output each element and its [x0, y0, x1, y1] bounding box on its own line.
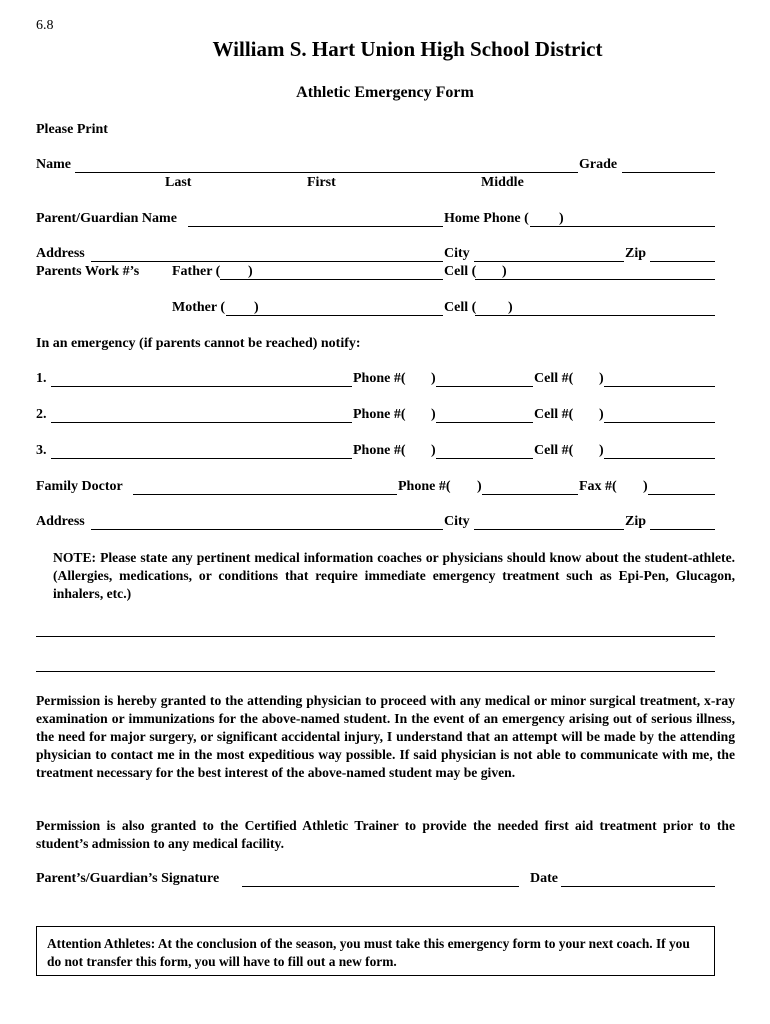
doctor-name-field[interactable]: [133, 494, 397, 495]
please-print: Please Print: [36, 122, 108, 137]
date-label: Date: [530, 871, 558, 886]
home-phone-field[interactable]: [530, 226, 715, 227]
permission-paragraph-1: Permission is hereby granted to the attending physician to proceed with any medical or minor surgical treatment, x-ray examination or immunizations for the above-named student. In the event of an emergency arising out of serious illness, the need for major surgery, or significant accidental injury, I understand that an attempt will be made by the attending physician to contact me in the most expeditious way possible. If said physician is not able to communicate with me, the treatment necessary for the best interest of the above-named student may be given.: [36, 693, 735, 780]
contact-1-phone-field[interactable]: [436, 386, 533, 387]
contact-2-name-field[interactable]: [51, 422, 352, 423]
doctor-city-label: City: [444, 514, 470, 529]
mother-close: ): [254, 300, 259, 315]
contact-1-number: 1.: [36, 371, 47, 386]
home-phone-close: ): [559, 211, 564, 226]
signature-label: Parent’s/Guardian’s Signature: [36, 871, 220, 886]
father-phone-field[interactable]: [220, 279, 443, 280]
contact-3-phone-close: ): [431, 443, 436, 458]
parents-work-label: Parents Work #’s: [36, 264, 140, 279]
mother-cell-close: ): [508, 300, 513, 315]
contact-1-cell-field[interactable]: [604, 386, 715, 387]
contact-3-cell-close: ): [599, 443, 604, 458]
contact-3-phone-label: Phone #(: [353, 443, 406, 458]
doctor-address-field[interactable]: [91, 529, 443, 530]
mother-cell-label: Cell (: [444, 300, 477, 315]
emergency-heading: In an emergency (if parents cannot be reached) notify:: [36, 336, 361, 351]
zip-label: Zip: [625, 246, 647, 261]
date-field[interactable]: [561, 886, 715, 887]
guardian-name-field[interactable]: [188, 226, 443, 227]
medical-info-line-1[interactable]: [36, 636, 715, 637]
grade-label: Grade: [579, 157, 618, 172]
contact-1-cell-close: ): [599, 371, 604, 386]
contact-2-cell-field[interactable]: [604, 422, 715, 423]
contact-1-name-field[interactable]: [51, 386, 352, 387]
doctor-phone-field[interactable]: [482, 494, 578, 495]
medical-note: NOTE: Please state any pertinent medical information coaches or physicians should know about the student-athlete. (Allergies, medications, or conditions that require immediate emergency treatment such as Epi-Pen, Glucagon, inhalers, etc.): [53, 550, 735, 601]
contact-2-phone-field[interactable]: [436, 422, 533, 423]
name-field[interactable]: [75, 172, 578, 173]
city-label: City: [444, 246, 470, 261]
home-phone-label: Home Phone (: [444, 211, 529, 226]
last-label: Last: [165, 175, 192, 190]
attention-text: Attention Athletes: At the conclusion of the season, you must take this emergency form to your next coach. If you do not transfer this form, you will have to fill out a new form.: [47, 936, 690, 969]
first-label: First: [307, 175, 336, 190]
name-label: Name: [36, 157, 71, 172]
doctor-phone-label: Phone #(: [398, 479, 451, 494]
signature-field[interactable]: [242, 886, 519, 887]
doctor-label: Family Doctor: [36, 479, 123, 494]
doctor-address-label: Address: [36, 514, 85, 529]
address-field[interactable]: [91, 261, 443, 262]
doctor-city-field[interactable]: [474, 529, 624, 530]
father-cell-label: Cell (: [444, 264, 477, 279]
attention-box: [36, 926, 715, 976]
father-label: Father (: [172, 264, 221, 279]
middle-label: Middle: [481, 175, 524, 190]
doctor-phone-close: ): [477, 479, 482, 494]
grade-field[interactable]: [622, 172, 715, 173]
doctor-zip-field[interactable]: [650, 529, 715, 530]
address-label: Address: [36, 246, 85, 261]
contact-2-cell-close: ): [599, 407, 604, 422]
medical-info-line-2[interactable]: [36, 671, 715, 672]
contact-1-cell-label: Cell #(: [534, 371, 574, 386]
mother-phone-field[interactable]: [226, 315, 443, 316]
doctor-fax-close: ): [643, 479, 648, 494]
contact-3-phone-field[interactable]: [436, 458, 533, 459]
mother-label: Mother (: [172, 300, 225, 315]
doctor-fax-label: Fax #(: [579, 479, 617, 494]
father-close: ): [248, 264, 253, 279]
contact-1-phone-label: Phone #(: [353, 371, 406, 386]
contact-2-cell-label: Cell #(: [534, 407, 574, 422]
contact-2-phone-close: ): [431, 407, 436, 422]
doctor-zip-label: Zip: [625, 514, 647, 529]
father-cell-close: ): [502, 264, 507, 279]
doctor-fax-field[interactable]: [648, 494, 715, 495]
form-title: Athletic Emergency Form: [296, 84, 474, 101]
guardian-name-label: Parent/Guardian Name: [36, 211, 177, 226]
mother-cell-field[interactable]: [475, 315, 715, 316]
district-title: William S. Hart Union High School District: [212, 37, 603, 61]
contact-3-cell-field[interactable]: [604, 458, 715, 459]
contact-2-number: 2.: [36, 407, 47, 422]
father-cell-field[interactable]: [475, 279, 715, 280]
contact-3-name-field[interactable]: [51, 458, 352, 459]
contact-3-number: 3.: [36, 443, 47, 458]
zip-field[interactable]: [650, 261, 715, 262]
contact-2-phone-label: Phone #(: [353, 407, 406, 422]
form-number: 6.8: [36, 18, 54, 33]
permission-paragraph-2: Permission is also granted to the Certified Athletic Trainer to provide the needed first aid treatment prior to the student’s admission to any medical facility.: [36, 818, 735, 851]
contact-1-phone-close: ): [431, 371, 436, 386]
city-field[interactable]: [474, 261, 624, 262]
contact-3-cell-label: Cell #(: [534, 443, 574, 458]
